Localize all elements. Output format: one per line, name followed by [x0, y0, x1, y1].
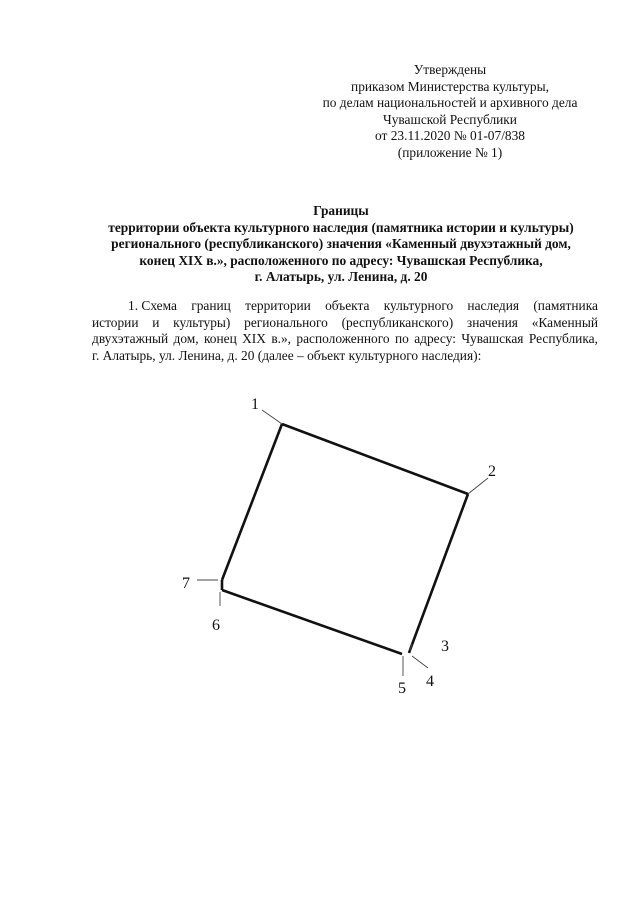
title-line: г. Алатырь, ул. Ленина, д. 20	[254, 269, 428, 285]
point-label-1: 1	[251, 396, 259, 413]
point-label-3: 3	[441, 638, 449, 655]
paragraph-word: двухэтажный	[92, 331, 169, 347]
paragraph-word: по	[394, 331, 409, 347]
title-line: Границы	[313, 203, 369, 218]
paragraph-word: адресу:	[414, 331, 456, 347]
leader-lines	[197, 410, 488, 676]
boundary-segment-7-1	[222, 424, 282, 580]
boundary-segment-2-3	[410, 494, 468, 650]
paragraph-word: объекта	[325, 298, 370, 313]
paragraph-word: культуры)	[173, 314, 231, 330]
leader-line-4	[412, 656, 428, 668]
boundary-polygon	[222, 424, 468, 654]
approval-line: от 23.11.2020 № 01-07/838	[375, 128, 525, 144]
boundary-segment-5-6	[222, 590, 402, 654]
paragraph-word: культурного	[383, 298, 454, 313]
paragraph-word: 1. Схема	[128, 298, 177, 313]
paragraph-word: регионального	[244, 314, 328, 330]
approval-line: Чувашской Республики	[383, 111, 517, 127]
title-line: территории объекта культурного наследия (памятника истории и культуры)	[108, 219, 574, 235]
paragraph-word: «Каменный	[531, 314, 598, 330]
paragraph-word: г. Алатырь, ул. Ленина, д. 20 (далее – объект культурного наследия):	[92, 347, 482, 363]
paragraph-word: в.»,	[271, 331, 292, 347]
point-label-4: 4	[426, 673, 434, 690]
paragraph-word: значения	[466, 314, 518, 330]
paragraph-word: (республиканского)	[341, 314, 454, 330]
approval-line: приказом Министерства культуры,	[351, 78, 549, 94]
approval-line: (приложение № 1)	[397, 144, 503, 160]
paragraph-word: истории	[92, 314, 139, 330]
title-line: конец XIX в.», расположенного по адресу: Чувашская Республика,	[139, 252, 543, 268]
leader-line-2	[468, 478, 488, 494]
approval-line: Утверждены	[413, 62, 487, 77]
paragraph-word: расположенного	[296, 331, 390, 347]
title-line: регионального (республиканского) значения «Каменный двухэтажный дом,	[111, 236, 571, 252]
point-label-7: 7	[182, 575, 190, 592]
paragraph-word: (памятника	[533, 298, 598, 313]
boundary-segment-3-4	[409, 650, 410, 653]
paragraph-word: конец	[203, 331, 237, 347]
paragraph-word: XIX	[242, 331, 266, 347]
point-label-5: 5	[398, 680, 406, 697]
point-label-6: 6	[212, 617, 220, 634]
paragraph-word: Чувашская	[461, 331, 524, 347]
paragraph-word: Республика,	[528, 331, 598, 347]
approval-line: по делам национальностей и архивного дела	[322, 95, 578, 111]
point-label-2: 2	[488, 463, 496, 480]
leader-line-1	[262, 410, 282, 424]
paragraph-word: территории	[245, 298, 311, 313]
paragraph-word: дом,	[173, 331, 199, 347]
paragraph-word: границ	[191, 298, 231, 313]
boundary-segment-1-2	[282, 424, 468, 494]
paragraph-word: наследия	[467, 298, 520, 313]
paragraph-word: и	[152, 314, 160, 330]
